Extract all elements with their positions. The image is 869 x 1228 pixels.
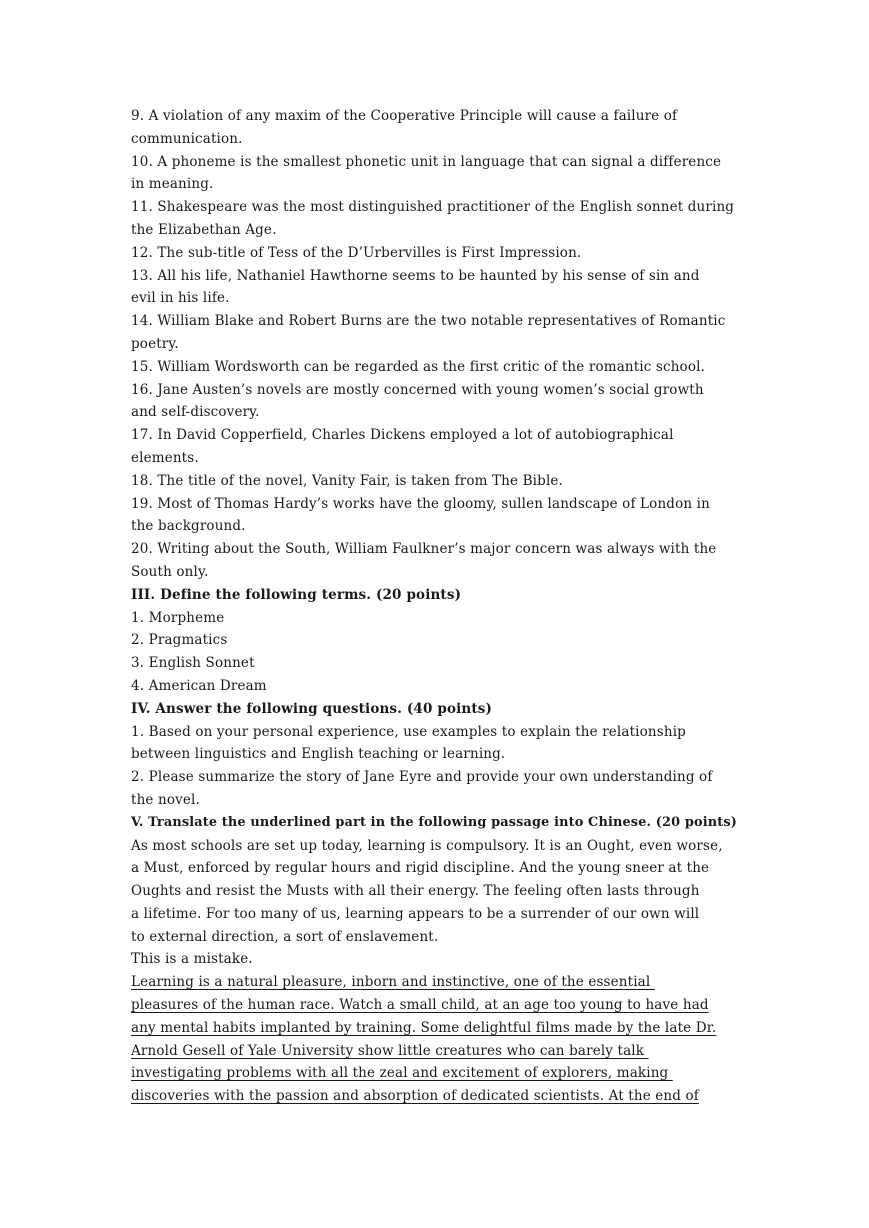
text-line: 9. A violation of any maxim of the Cooperative Principle will cause a failure of — [131, 108, 678, 124]
text-line: between linguistics and English teaching or learning. — [131, 746, 506, 763]
text-line: to external direction, a sort of enslavement. — [131, 928, 439, 945]
text-line: 13. All his life, Nathaniel Hawthorne seems to be haunted by his sense of sin and — [131, 267, 700, 284]
text-line: 2. Please summarize the story of Jane Eyre and provide your own understanding of — [131, 769, 713, 786]
text-line: Oughts and resist the Musts with all their energy. The feeling often lasts through — [131, 883, 700, 900]
text-line: South only. — [131, 563, 209, 580]
text-line: 12. The sub-title of Tess of the D’Urbervilles is First Impression. — [131, 244, 582, 261]
text-line: elements. — [131, 449, 199, 466]
text-line: the novel. — [131, 791, 200, 808]
text-line: This is a mistake. — [131, 951, 253, 968]
section-heading: IV. Answer the following questions. (40 points) — [131, 700, 493, 717]
text-line: 1. Based on your personal experience, use examples to explain the relationship — [131, 723, 686, 740]
text-line: As most schools are set up today, learning is compulsory. It is an Ought, even worse, — [131, 837, 723, 854]
underlined-passage-line: Learning is a natural pleasure, inborn and instinctive, one of the essential — [131, 974, 655, 991]
text-line: 20. Writing about the South, William Faulkner’s major concern was always with the — [131, 541, 717, 558]
text-line: communication. — [131, 130, 243, 147]
underlined-passage-line: investigating problems with all the zeal and excitement of explorers, making — [131, 1065, 673, 1082]
text-line: 16. Jane Austen’s novels are mostly concerned with young women’s social growth — [131, 381, 704, 398]
text-line: a lifetime. For too many of us, learning appears to be a surrender of our own will — [131, 905, 700, 922]
text-line: 15. William Wordsworth can be regarded as the first critic of the romantic school. — [131, 358, 706, 375]
text-line: the Elizabethan Age. — [131, 221, 277, 238]
text-line: 3. English Sonnet — [131, 655, 255, 672]
underlined-passage-line: Arnold Gesell of Yale University show little creatures who can barely talk — [131, 1042, 649, 1059]
text-line: 18. The title of the novel, Vanity Fair, is taken from The Bible. — [131, 472, 563, 489]
text-line: the background. — [131, 518, 246, 535]
text-line: 14. William Blake and Robert Burns are the two notable representatives of Romantic — [131, 313, 726, 330]
text-line: 2. Pragmatics — [131, 632, 228, 649]
text-line: 4. American Dream — [131, 677, 267, 694]
text-line: poetry. — [131, 335, 179, 352]
section-heading: III. Define the following terms. (20 points) — [131, 586, 462, 603]
text-line: evil in his life. — [131, 290, 230, 307]
underlined-passage-line: discoveries with the passion and absorption of dedicated scientists. At the end of — [131, 1088, 699, 1105]
text-line: 19. Most of Thomas Hardy’s works have the gloomy, sullen landscape of London in — [131, 495, 710, 512]
underlined-passage-line: any mental habits implanted by training. Some delightful films made by the late Dr. — [131, 1019, 717, 1036]
text-line: 11. Shakespeare was the most distinguished practitioner of the English sonnet during — [131, 199, 735, 216]
text-line: 1. Morpheme — [131, 609, 225, 626]
document-body — [131, 105, 737, 1108]
text-line: 10. A phoneme is the smallest phonetic unit in language that can signal a difference — [131, 153, 722, 170]
text-line: and self-discovery. — [131, 404, 260, 421]
section-heading: V. Translate the underlined part in the following passage into Chinese. (20 points) — [131, 814, 737, 830]
text-line: 17. In David Copperfield, Charles Dickens employed a lot of autobiographical — [131, 427, 674, 444]
text-line: in meaning. — [131, 176, 214, 193]
text-line: a Must, enforced by regular hours and rigid discipline. And the young sneer at the — [131, 860, 710, 877]
underlined-passage-line: pleasures of the human race. Watch a small child, at an age too young to have had — [131, 997, 709, 1014]
